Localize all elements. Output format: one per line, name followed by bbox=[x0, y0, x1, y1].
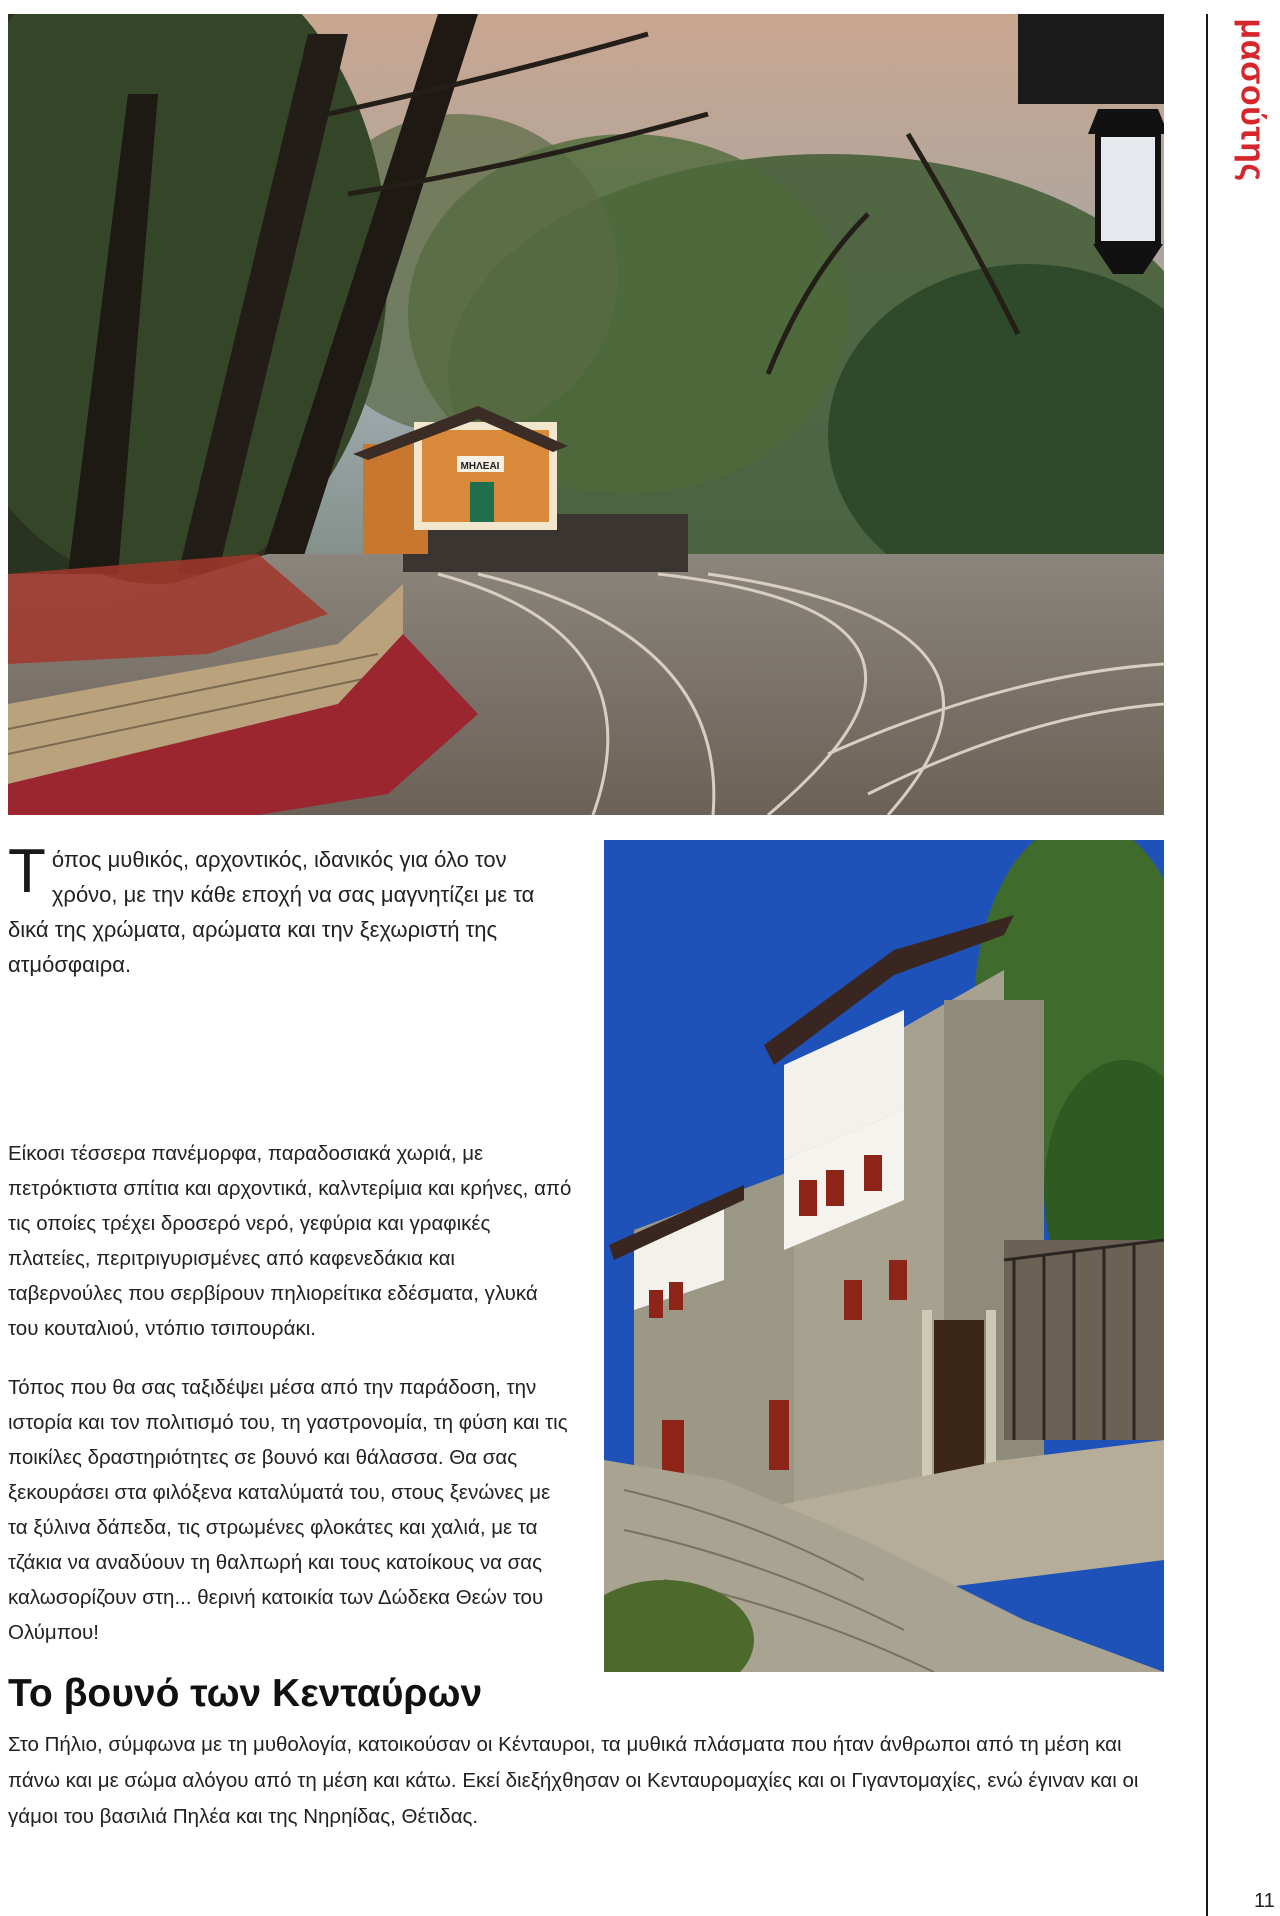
section-heading: Το βουνό των Κενταύρων bbox=[8, 1672, 483, 1715]
stone-mansion-photo bbox=[604, 840, 1164, 1672]
intro-paragraph bbox=[8, 837, 568, 982]
body-paragraph-tradition: Τόπος που θα σας ταξιδέψει μέσα από την παράδοση, την ιστορία και τον πολιτισμό του, τη γαστρονομία, τη φύση και τις ποικίλες δραστηριότητες σε βουνό και θάλασσα. Θα σας ξεκουράσει στα φιλόξενα καταλύματά του, στους ξενώνες με τα ξύλινα δάπεδα, τις στρωμένες φλοκάτες και χαλιά, με τα τζάκια να αναδύουν τη θαλπωρή και τους κατοίκους να σας καλωσορίζουν στη... θερινή κατοικία των Δώδεκα Θεών του Ολύμπου! bbox=[8, 1376, 568, 1644]
intro-text: όπος μυθικός, αρχοντικός, ιδανικός για όλο τον χρόνο, με την κάθε εποχή να σας μαγνητίζει με τα δικά της χρώματα, αρώματα και την ξεχωριστή της ατμόσφαιρα. bbox=[8, 847, 535, 977]
page-number: 11 bbox=[1254, 1890, 1275, 1912]
drop-cap: Τ bbox=[8, 837, 46, 906]
brand-logo: μασούτης bbox=[1233, 18, 1272, 182]
railway-station-photo bbox=[8, 14, 1164, 815]
station-sign: ΜΗΛΕΑΙ bbox=[460, 461, 500, 472]
vertical-divider bbox=[1206, 14, 1208, 1916]
section-paragraph: Στο Πήλιο, σύμφωνα με τη μυθολογία, κατοικούσαν οι Κένταυροι, τα μυθικά πλάσματα που ήταν άνθρωποι από τη μέση και πάνω και με σώμα αλόγου από τη μέση και κάτω. Εκεί διεξήχθησαν οι Κενταυρομαχίες και οι Γιγαντομαχίες, ενώ έγιναν και οι γάμοι του βασιλιά Πηλέα και της Νηρηίδας, Θέτιδας. bbox=[8, 1733, 1139, 1828]
body-paragraph-villages: Είκοσι τέσσερα πανέμορφα, παραδοσιακά χωριά, με πετρόκτιστα σπίτια και αρχοντικά, καλντερίμια και κρήνες, από τις οποίες τρέχει δροσερό νερό, γεφύρια και γραφικές πλατείες, περιτριγυρισμένες από καφενεδάκια και ταβερνούλες που σερβίρουν πηλιορείτικα εδέσματα, γλυκά του κουταλιού, ντόπιο τσιπουράκι. bbox=[8, 1142, 572, 1340]
